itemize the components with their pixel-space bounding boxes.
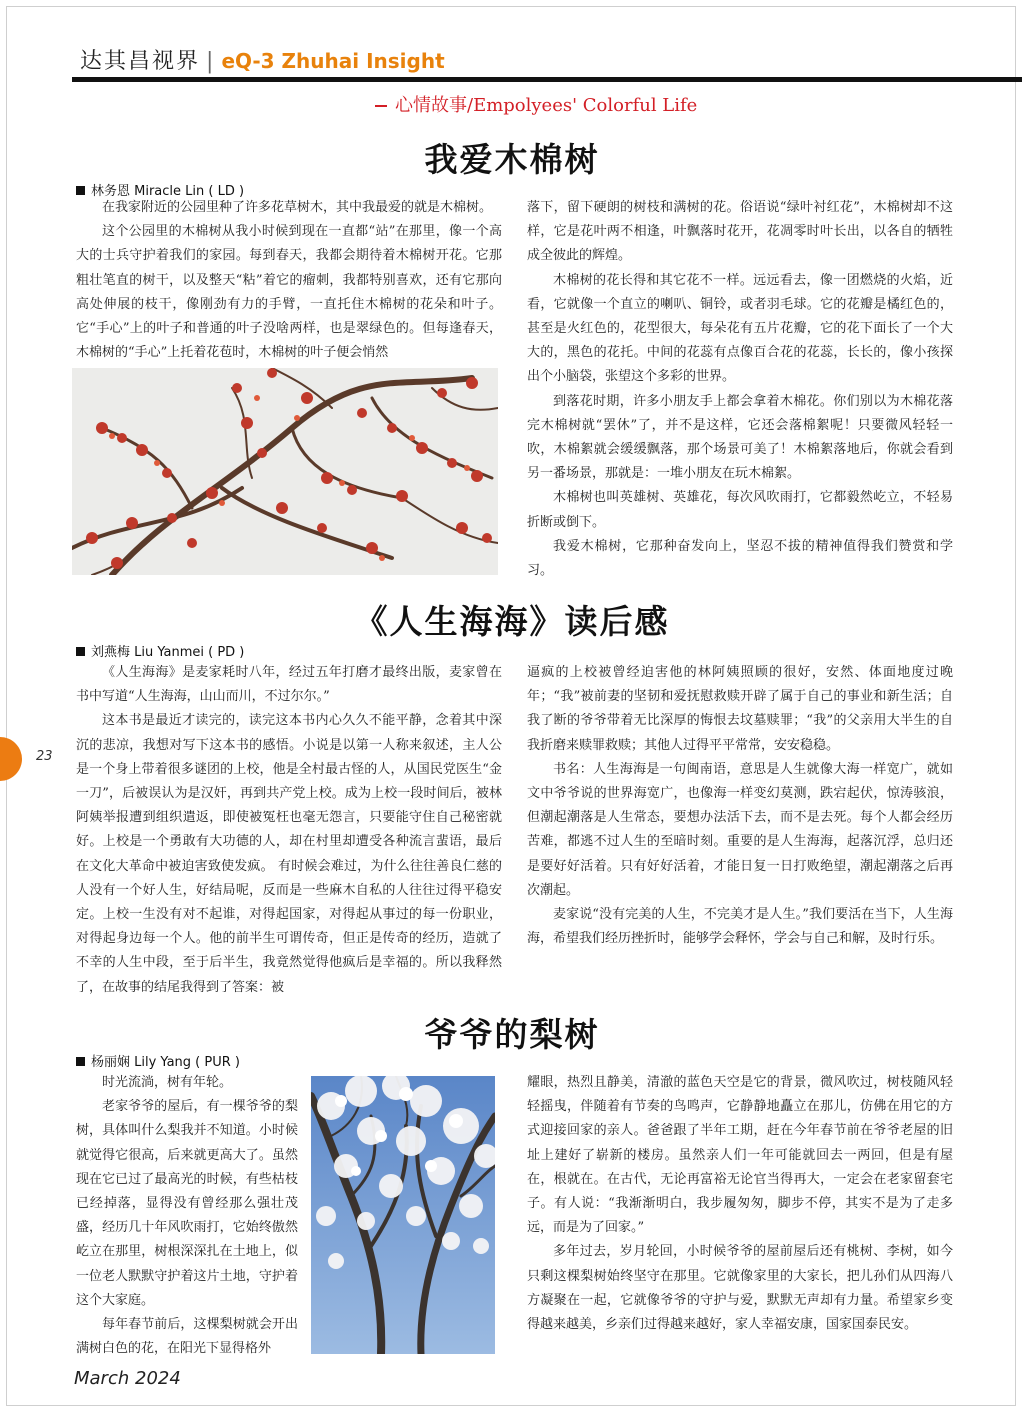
paragraph: 这本书是最近才读完的，读完这本书内心久久不能平静，念着其中深沉的悲凉，我想对写下这本书的感悟。小说是以第一人称来叙述，主人公是一个身上带着很多谜团的上校，他是全村最古怪的人，从国民党医生“金一刀”，后被误认为是汉奸，再到共产党上校。成为上校一段时间后，被林阿姨举报遭到组织遣返，即使被冤枉也毫无怨言，只要能守住自己秘密就好。上校是一个勇敢有大功德的人，却在村里却遭受各种流言蜚语，最后在文化大革命中被迫害致使发疯。 有时候会难过，为什么往往善良仁慈的人没有一个好人生，好结局呢，反而是一些麻木自私的人往往过得平稳安定。上校一生没有对不起谁，对得起国家，对得起从事过的每一份职业，对得起身边每一个人。他的前半生可谓传奇，但正是传奇的经历，造就了不幸的人生中段，至于后半生，我竟然觉得他疯后是幸福的。所以我释然了，在故事的结尾我得到了答案：被 [76,713,502,995]
header-rule [72,77,1022,82]
paragraph: 木棉树也叫英雄树、英雄花，每次风吹雨打，它都毅然屹立，不轻易折断或倒下。 [527,490,953,530]
paragraph: 《人生海海》是麦家耗时八年，经过五年打磨才最终出版，麦家曾在书中写道“人生海海，山山而川，不过尔尔。” [76,665,502,705]
article3-author-name: 杨丽娴 Lily Yang ( PUR ) [91,1055,240,1070]
paragraph: 这个公园里的木棉树从我小时候到现在一直都“站”在那里，像一个高大的士兵守护着我们的家园。每到春天，我都会期待着木棉树开花。它那粗壮笔直的树干，以及整天“粘”着它的瘤刺，我都特别喜欢，还有它那向高处伸展的枝干，像刚劲有力的手臂，一直托住木棉树的花朵和叶子。它“手心”上的叶子和普通的叶子没啥两样，也是翠绿色的。但每逢春天，木棉树的“手心”上托着花苞时，木棉树的叶子便会悄然 [76,224,502,361]
article2-right-column [527,661,953,951]
paragraph: 每年春节前后，这棵梨树就会开出满树白色的花，在阳光下显得格外 [76,1317,298,1357]
pear-tree-photo [311,1076,495,1354]
article1-right-column [527,196,953,583]
article1-title: 我爱木棉树 [424,140,600,179]
article3-right-column [527,1071,953,1337]
bullet-square-icon [76,186,85,195]
paragraph: 耀眼，热烈且静美，清澈的蓝色天空是它的背景，微风吹过，树枝随风轻轻摇曳，伴随着有节奏的鸟鸣声，它静静地矗立在那儿，仿佛在用它的方式迎接回家的亲人。爸爸跟了半年工期，赶在今年春节前在爷爷老屋的旧址上建好了崭新的楼房。虽然亲人们一年可能就回去一两回，但是有屋在，根就在。在古代，无论再富裕无论官当得再大，一定会在老家留套宅子。有人说：“我渐渐明白，我步履匆匆，脚步不停，其实不是为了走多远，而是为了回家。” [527,1075,953,1236]
paragraph: 逼疯的上校被曾经迫害他的林阿姨照顾的很好，安然、体面地度过晚年；“我”被前妻的坚韧和爱抚慰救赎开辟了属于自己的事业和新生活；自我了断的爷爷带着无比深厚的悔恨去坟墓赎罪；“我”的父亲用大半生的自我折磨来赎罪救赎；其他人过得平平常常，安安稳稳。 [527,665,953,753]
paragraph: 我爱木棉树，它那种奋发向上，坚忍不拔的精神值得我们赞赏和学习。 [527,538,953,579]
article3-title: 爷爷的梨树 [424,1015,600,1054]
issue-date: March 2024 [74,1368,181,1389]
article2-left-column [76,661,502,1000]
paragraph: 麦家说“没有完美的人生，不完美才是人生。”我们要活在当下，人生海海，希望我们经历挫折时，能够学会释怀，学会与自己和解，及时行乐。 [527,907,953,947]
kapok-tree-photo [72,368,498,575]
section-banner [375,94,698,118]
page-number: 23 [36,749,53,764]
article1-left-column [76,196,502,365]
paragraph: 时光流淌，树有年轮。 [102,1075,233,1090]
article2-author-name: 刘燕梅 Liu Yanmei ( PD ) [91,645,245,660]
paragraph: 落下，留下硬朗的树枝和满树的花。俗语说“绿叶衬红花”，木棉树却不这样，它是花叶两不相逢，叶飘落时花开，花凋零时叶长出，以各自的牺牲成全彼此的辉煌。 [527,200,953,264]
masthead [80,44,445,75]
paragraph: 多年过去，岁月轮回，小时候爷爷的屋前屋后还有桃树、李树，如今只剩这棵梨树始终坚守在那里。它就像家里的大家长，把儿孙们从四海八方凝聚在一起，它就像爷爷的守护与爱，默默无声却有力量。希望家乡变得越来越美，乡亲们过得越来越好，家人幸福安康，国家国泰民安。 [527,1244,953,1333]
article3-left-column [76,1071,298,1361]
section-label: 心情故事/Empolyees' Colorful Life [387,94,705,118]
article2-title: 《人生海海》读后感 [354,602,670,641]
paragraph: 在我家附近的公园里种了许多花草树木，其中我最爱的就是木棉树。 [102,200,493,215]
bullet-square-icon [76,1057,85,1066]
paragraph: 到落花时期，许多小朋友手上都会拿着木棉花。你们别以为木棉花落完木棉树就“罢休”了，并不是这样，它还会落棉絮呢！只要微风轻轻一吹，木棉絮就会缓缓飘落，那个场景可美了！木棉絮落地后，你就会看到另一番场景，那就是：一堆小朋友在玩木棉絮。 [527,393,953,482]
brand-en: eQ-3 Zhuhai Insight [221,49,445,73]
bullet-square-icon [76,647,85,656]
article1-author-name: 林务恩 Miracle Lin ( LD ) [91,184,245,199]
brand-cn: 达其昌视界 [80,49,201,74]
article2-author [76,641,244,660]
paragraph: 老家爷爷的屋后，有一棵爷爷的梨树，具体叫什么梨我并不知道。小时候就觉得它很高，后来就更高大了。虽然现在它已过了最高光的时候，有些枯枝已经掉落，显得没有曾经那么强壮茂盛，经历几十年风吹雨打，它始终傲然屹立在那里，树根深深扎在土地上，似一位老人默默守护着这片土地，守护着这个大家庭。 [76,1099,298,1308]
brand-separator: | [206,49,216,74]
paragraph: 木棉树的花长得和其它花不一样。远远看去，像一团燃烧的火焰，近看，它就像一个直立的喇叭、铜铃，或者羽毛球。它的花瓣是橘红色的，甚至是火红色的，花型很大，每朵花有五片花瓣，它的花下面长了一个大大的，黑色的花托。中间的花蕊有点像百合花的花蕊，长长的，像小孩探出个小脑袋，张望这个多彩的世界。 [527,272,953,385]
article3-author [76,1051,240,1070]
paragraph: 书名：人生海海是一句闽南语，意思是人生就像大海一样宽广，就如文中爷爷说的世界海宽广，也像海一样变幻莫测，跌宕起伏，惊涛骇浪，但潮起潮落是人生常态，要想办法活下去，而不是去死。每个人都会经历苦难，都逃不过人生的至暗时刻。重要的是人生海海，起落沉浮，总归还是要好好活着。只有好好活着，才能日复一日打败绝望，潮起潮落之后再次潮起。 [527,761,953,898]
